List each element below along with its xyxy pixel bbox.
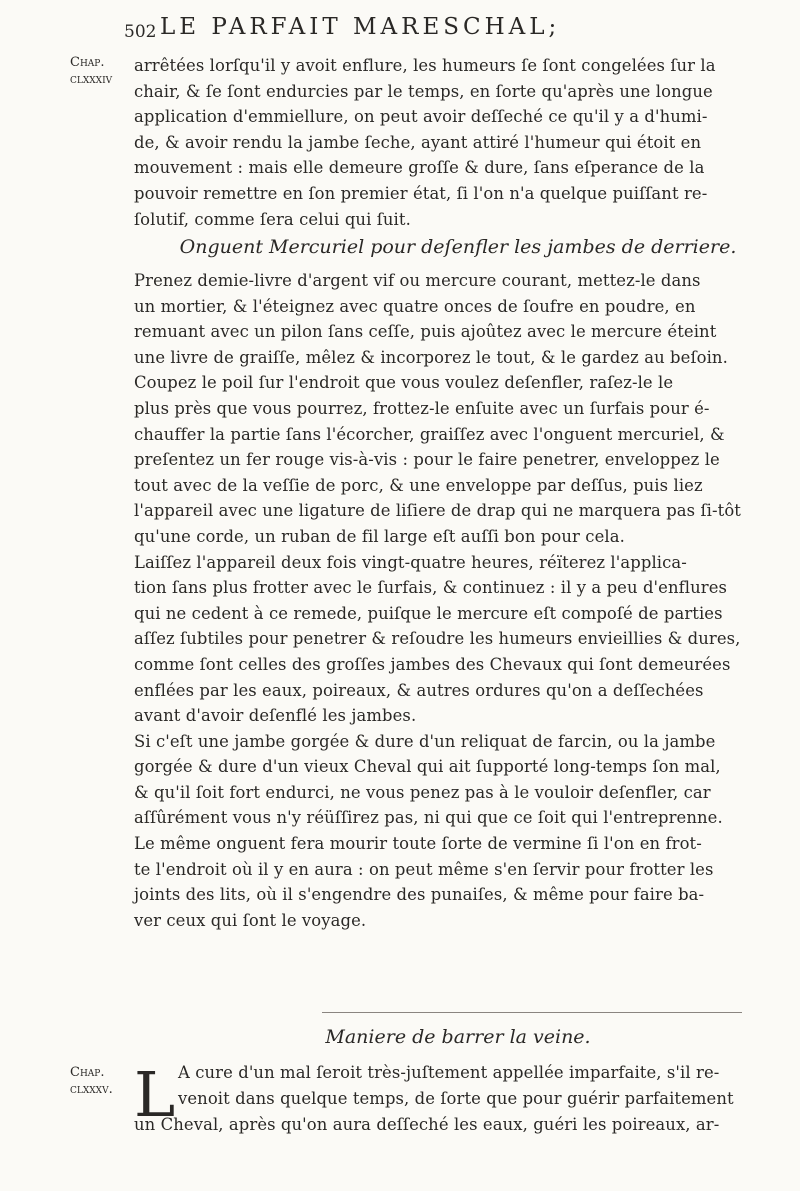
text-line: une livre de graiſſe, mêlez & incorporez le tout, & le gardez au beſoin. <box>134 347 728 367</box>
text-line: aſſez ſubtiles pour penetrer & reſoudre les humeurs envieillies & dures, <box>134 629 741 649</box>
text-line: chair, & ſe ſont endurcies par le temps, en ſorte qu'après une longue <box>134 81 713 101</box>
text-line: preſentez un fer rouge vis-à-vis : pour le faire penetrer, enveloppez le <box>134 450 720 470</box>
chapter-label: Chap. <box>70 1065 105 1080</box>
text-line: qui ne cedent à ce remede, puiſque le mercure eſt compoſé de parties <box>134 603 723 623</box>
text-line: Le même onguent fera mourir toute ſorte de vermine ſi l'on en frot- <box>134 834 702 854</box>
text-line: A cure d'un mal ſeroit très-juſtement appellée imparfaite, s'il re- <box>178 1063 720 1082</box>
text-line: ver ceux qui ſont le voyage. <box>134 910 367 930</box>
text-line: chauffer la partie ſans l'écorcher, graiſſez avec l'onguent mercuriel, & <box>134 424 725 444</box>
text-line: Prenez demie-livre d'argent vif ou mercure courant, mettez-le dans <box>134 271 701 290</box>
text-line: venoit dans quelque temps, de ſorte que pour guérir parfaitement <box>178 1089 734 1108</box>
text-line: avant d'avoir deſenflé les jambes. <box>134 706 417 726</box>
chapter-marker-clxxxiv <box>70 54 112 88</box>
text-line: de, & avoir rendu la jambe ſeche, ayant attiré l'humeur qui étoit en <box>134 132 702 152</box>
chapter-number: clxxxv. <box>70 1082 113 1097</box>
page-header <box>124 14 780 46</box>
text-line: ſolutif, comme ſera celui qui ſuit. <box>134 209 411 229</box>
section-2-text <box>134 268 782 933</box>
text-line: & qu'il ſoit fort endurci, ne vous penez pas à le vouloir deſenfler, car <box>134 782 711 802</box>
section-heading-onguent: Onguent Mercuriel pour deſenfler les jambes de derriere. <box>179 236 737 258</box>
text-line: te l'endroit où il y en aura : on peut même s'en ſervir pour frotter les <box>134 859 714 879</box>
text-line: Coupez le poil ſur l'endroit que vous voulez deſenfler, raſez-le le <box>134 373 674 393</box>
chapter-number: clxxxiv <box>70 72 113 87</box>
text-line: aſſûrément vous n'y réüſſirez pas, ni qui que ce ſoit qui l'entreprenne. <box>134 808 723 828</box>
chapter-marker-clxxxv <box>70 1064 113 1098</box>
text-line: comme ſont celles des groſſes jambes des Chevaux qui ſont demeurées <box>134 654 731 674</box>
text-line: un Cheval, après qu'on aura deſſeché les eaux, guéri les poireaux, ar- <box>134 1115 720 1134</box>
section-heading-barrer: Maniere de barrer la veine. <box>325 1026 591 1048</box>
section-divider <box>322 1012 742 1013</box>
page-number: 502 <box>124 22 157 42</box>
text-line: qu'une corde, un ruban de fil large eſt auſſi bon pour cela. <box>134 526 625 546</box>
section-1-text <box>134 53 782 232</box>
running-title: LE PARFAIT MARESCHAL; <box>160 14 561 40</box>
text-line: arrêtées lorſqu'il y avoit enflure, les humeurs ſe ſont congelées ſur la <box>134 56 716 75</box>
text-line: enflées par les eaux, poireaux, & autres ordures qu'on a deſſechées <box>134 680 704 700</box>
text-line: remuant avec un pilon ſans ceſſe, puis ajoûtez avec le mercure éteint <box>134 322 717 342</box>
text-line: Laiſſez l'appareil deux fois vingt-quatre heures, réïterez l'applica- <box>134 552 687 572</box>
text-line: un mortier, & l'éteignez avec quatre onces de ſoufre en poudre, en <box>134 296 696 316</box>
section-3-text <box>134 1060 782 1138</box>
drop-cap: L <box>134 1058 176 1131</box>
chapter-label: Chap. <box>70 55 105 70</box>
text-line: plus près que vous pourrez, frottez-le enſuite avec un ſurfais pour é- <box>134 398 710 418</box>
text-line: l'appareil avec une ligature de liſiere de drap qui ne marquera pas ſi-tôt <box>134 501 741 521</box>
text-line: joints des lits, où il s'engendre des punaiſes, & même pour faire ba- <box>134 885 705 905</box>
text-line: pouvoir remettre en ſon premier état, ſi l'on n'a quelque puiſſant re- <box>134 183 708 203</box>
text-line: tion ſans plus frotter avec le ſurfais, & continuez : il y a peu d'enflures <box>134 578 728 598</box>
text-line: Si c'eſt une jambe gorgée & dure d'un reliquat de farcin, ou la jambe <box>134 731 716 751</box>
text-line: tout avec de la veſſie de porc, & une enveloppe par deſſus, puis liez <box>134 475 703 495</box>
text-line: mouvement : mais elle demeure groſſe & dure, ſans eſperance de la <box>134 158 705 178</box>
text-line: gorgée & dure d'un vieux Cheval qui ait ſupporté long-temps ſon mal, <box>134 757 721 777</box>
text-line: application d'emmiellure, on peut avoir deſſeché ce qu'il y a d'humi- <box>134 107 708 127</box>
